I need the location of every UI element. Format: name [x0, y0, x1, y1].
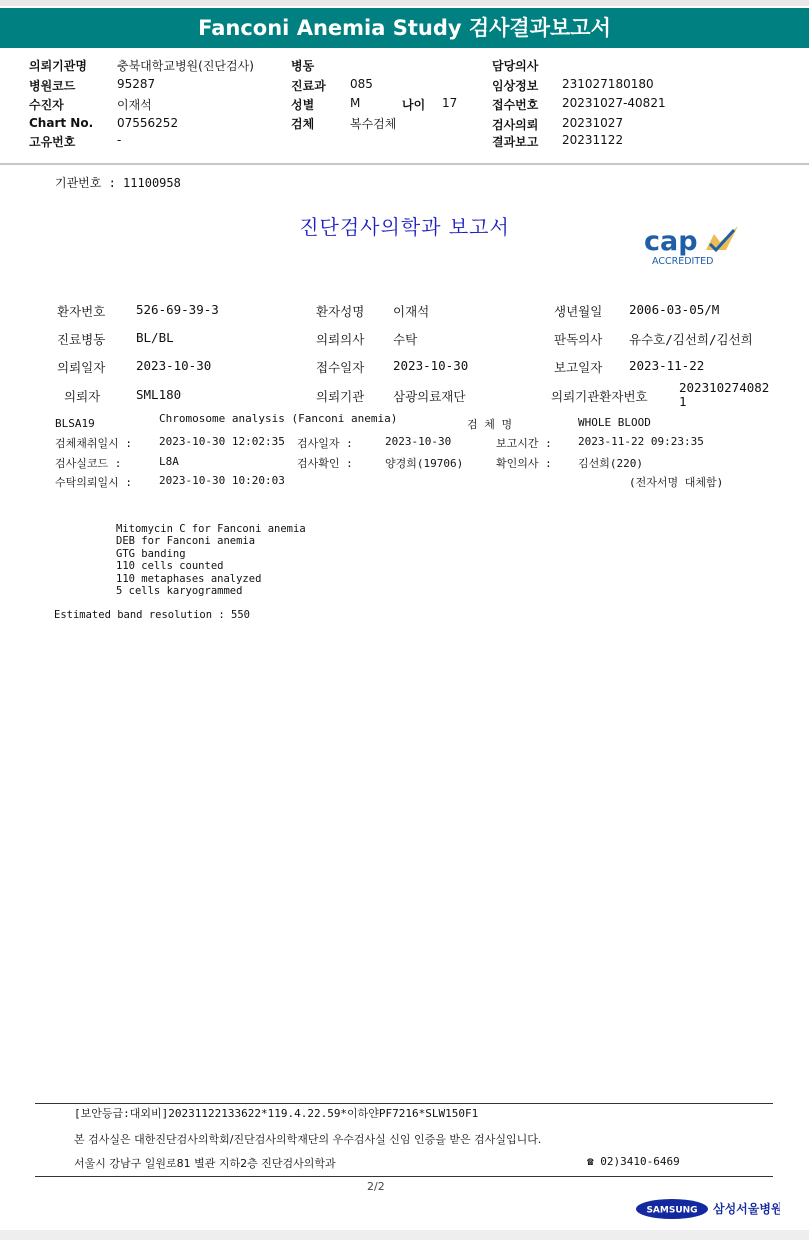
- result-line: Mitomycin C for Fanconi anemia: [116, 523, 306, 535]
- doctor-label: 담당의사: [492, 59, 539, 73]
- verified: 양경희(19706): [385, 457, 464, 470]
- cap-logo-text: cap: [644, 226, 698, 257]
- requesting-org-label: 의뢰기관명: [29, 59, 87, 73]
- hospital-brand-text: 삼성서울병원: [713, 1202, 780, 1216]
- requesting-org: 충북대학교병원(진단검사): [117, 59, 254, 73]
- patient-name-value: 이재석: [393, 304, 430, 319]
- test-code: BLSA19: [55, 417, 95, 430]
- footer-rule-bottom: [35, 1176, 773, 1177]
- patient-name-label: 환자성명: [316, 304, 365, 319]
- req-doctor: 수탁: [393, 332, 418, 347]
- header-title: Fanconi Anemia Study 검사결과보고서: [198, 16, 611, 40]
- hospital-code: 95287: [117, 77, 156, 91]
- dept-label: 진료과: [291, 79, 326, 93]
- report-date-label: 보고일자: [554, 360, 603, 375]
- page-header: [0, 8, 809, 48]
- req-org-patient-no-line1: 202310274082: [679, 380, 770, 395]
- samsung-brand-text: SAMSUNG: [646, 1205, 698, 1216]
- hospital-code-label: 병원코드: [29, 79, 76, 93]
- sex-label: 성별: [291, 98, 315, 112]
- security-line: [보안등급:대외비]20231122133622*119.4.22.59*이하얀PF7216*SLW150F1: [74, 1107, 479, 1120]
- result-line: GTG banding: [116, 547, 186, 560]
- verified-label: 검사확인 :: [297, 457, 353, 470]
- ward-field: BL/BL: [136, 330, 174, 345]
- exam-date: 2023-10-30: [385, 435, 452, 448]
- req-date-label: 의뢰일자: [57, 360, 106, 375]
- result-line: 110 cells counted: [116, 560, 224, 573]
- test-name: Chromosome analysis (Fanconi anemia): [159, 412, 398, 425]
- receipt: 20231027-40821: [562, 96, 666, 110]
- collect-label: 검체채취일시 :: [55, 437, 133, 450]
- age: 17: [442, 96, 458, 110]
- req-org-label: 의뢰기관: [316, 389, 365, 404]
- age-label: 나이: [402, 98, 426, 112]
- clinical-label: 임상정보: [492, 79, 539, 93]
- result-line: DEB for Fanconi anemia: [116, 535, 256, 548]
- lab-code: L8A: [159, 455, 179, 468]
- report-title: 진단검사의학과 보고서: [299, 215, 510, 239]
- dob-label: 생년월일: [554, 304, 603, 319]
- footer-rule-top: [35, 1103, 773, 1104]
- panel-divider: [0, 163, 809, 165]
- dept: 085: [350, 77, 373, 91]
- result-date: 20231122: [562, 133, 624, 147]
- request-date: 20231027: [562, 116, 624, 130]
- result-line: 110 metaphases analyzed: [116, 572, 262, 585]
- specimen-name: WHOLE BLOOD: [578, 416, 651, 429]
- page-number: 2/2: [367, 1180, 385, 1193]
- specimen: 복수검체: [350, 117, 397, 131]
- contract-label: 수탁의뢰일시 :: [55, 476, 133, 489]
- reading-doctor-label: 판독의사: [554, 332, 603, 347]
- result-line: 5 cells karyogrammed: [116, 585, 243, 598]
- lab-address: 서울시 강남구 일원로81 별관 지하2층 진단검사의학과: [74, 1157, 336, 1170]
- cap-accredited-text: ACCREDITED: [652, 256, 714, 267]
- patient-name: 이재석: [117, 98, 152, 112]
- result-label: 결과보고: [492, 135, 539, 149]
- req-doctor-label: 의뢰의사: [316, 332, 365, 347]
- top-strip: [0, 0, 809, 6]
- collect-time: 2023-10-30 12:02:35: [159, 435, 285, 448]
- institution-no: 기관번호 : 11100958: [55, 176, 181, 190]
- lab-code-label: 검사실코드 :: [55, 457, 122, 470]
- clinical: 231027180180: [562, 77, 654, 91]
- ward-label: 병동: [291, 59, 315, 73]
- chart-no-label: Chart No.: [29, 116, 94, 130]
- exam-date-label: 검사일자 :: [297, 437, 353, 450]
- samsung-hospital-logo: [635, 1197, 780, 1221]
- req-date: 2023-10-30: [136, 358, 212, 373]
- sex: M: [350, 96, 361, 110]
- cap-accredited-logo: [640, 220, 750, 270]
- patient-no-label: 환자번호: [57, 304, 106, 319]
- req-org-patient-no-line2: 1: [679, 394, 687, 409]
- patient-info-panel: [0, 50, 809, 162]
- patient-label: 수진자: [29, 98, 64, 112]
- confirm-doctor: 김선희(220): [578, 457, 643, 470]
- contract-time: 2023-10-30 10:20:03: [159, 474, 285, 487]
- report-time-label: 보고시간 :: [496, 437, 552, 450]
- reading-doctor: 유수호/김선희/김선희: [629, 332, 753, 347]
- ward-field-label: 진료병동: [57, 332, 106, 347]
- requester-label: 의뢰자: [64, 389, 101, 404]
- specimen-name-label: 검 체 명: [467, 418, 513, 431]
- request-label: 검사의뢰: [492, 118, 539, 132]
- results-list: [116, 523, 306, 597]
- lab-phone: ☎ 02)3410-6469: [587, 1155, 680, 1168]
- req-org-patient-no-label: 의뢰기관환자번호: [551, 389, 648, 404]
- receipt-date-label: 접수일자: [316, 360, 365, 375]
- specimen-label: 검체: [291, 117, 315, 131]
- requester: SML180: [136, 387, 182, 402]
- band-resolution: Estimated band resolution : 550: [54, 609, 250, 621]
- unique-no-label: 고유번호: [29, 135, 76, 149]
- certification-note: 본 검사실은 대한진단검사의학회/진단검사의학재단의 우수검사실 신임 인증을 받은 검사실입니다.: [74, 1133, 542, 1146]
- receipt-date: 2023-10-30: [393, 358, 469, 373]
- confirm-doctor-label: 확인의사 :: [496, 457, 552, 470]
- bottom-strip: [0, 1230, 809, 1240]
- req-org: 삼광의료재단: [393, 389, 466, 404]
- receipt-label: 접수번호: [492, 98, 539, 112]
- chart-no: 07556252: [117, 116, 179, 130]
- report-time: 2023-11-22 09:23:35: [578, 435, 704, 448]
- e-signature-note: (전자서명 대체함): [629, 476, 724, 489]
- unique-no: -: [117, 133, 122, 147]
- patient-no: 526-69-39-3: [136, 302, 219, 317]
- dob: 2006-03-05/M: [629, 302, 720, 317]
- report-date: 2023-11-22: [629, 358, 705, 373]
